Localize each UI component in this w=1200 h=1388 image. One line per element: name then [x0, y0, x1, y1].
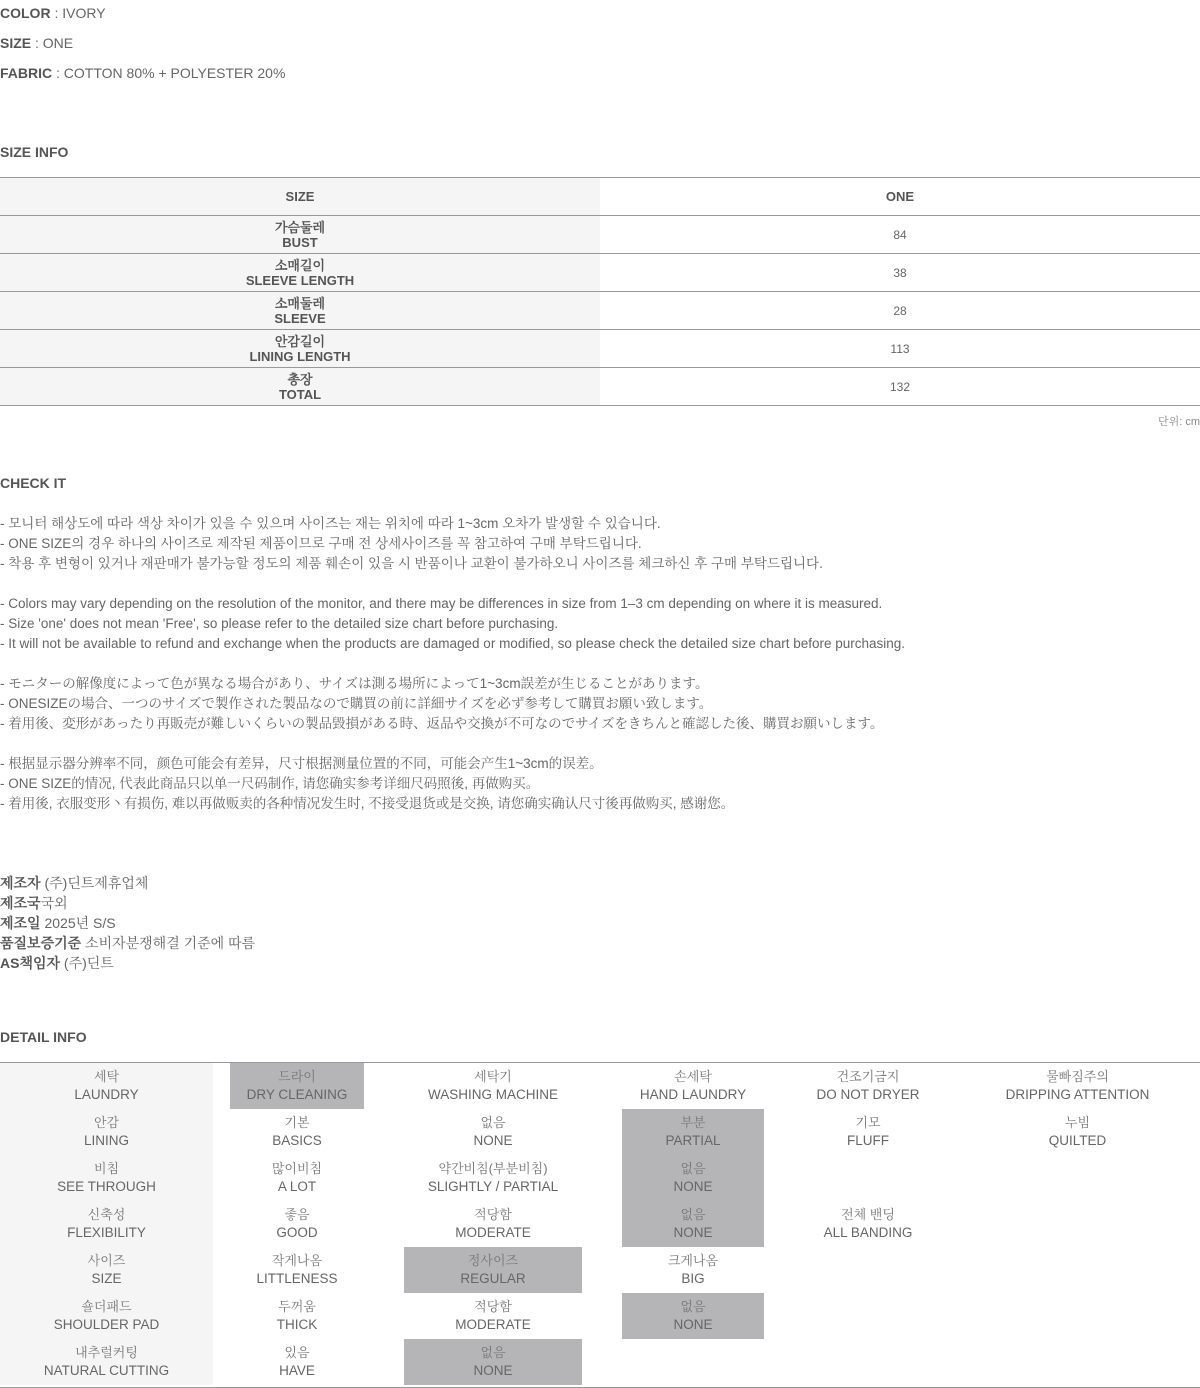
detail-row	[0, 1293, 1200, 1339]
detail-label-en: MODERATE	[455, 1225, 531, 1240]
detail-label-en: PARTIAL	[665, 1133, 721, 1148]
size-row-label-ko: 소매둘레	[274, 295, 326, 311]
detail-label-en: HAND LAUNDRY	[639, 1087, 747, 1102]
detail-option	[404, 1201, 582, 1247]
detail-label-ko: 없음	[480, 1345, 506, 1360]
size-row-value: 113	[600, 330, 1200, 368]
size-row-label-ko: 총장	[287, 371, 313, 387]
size-line	[0, 35, 73, 51]
detail-option	[404, 1155, 582, 1201]
detail-option	[622, 1247, 764, 1293]
detail-label-en: DRY CLEANING	[246, 1087, 348, 1102]
size-header-label: SIZE	[0, 178, 600, 216]
detail-option	[790, 1109, 946, 1155]
detail-category	[0, 1063, 213, 1109]
detail-label-en: WASHING MACHINE	[427, 1087, 558, 1102]
detail-category	[0, 1339, 213, 1385]
note-line: - モニターの解像度によって色が異なる場合があり、サイズは測る場所によって1~3cm誤差が生じることがあります。	[0, 676, 709, 691]
detail-label-ko: 세탁	[93, 1069, 120, 1084]
fabric-line	[0, 65, 285, 81]
detail-label-ko: 적당함	[474, 1299, 512, 1314]
size-table-row	[0, 330, 1200, 368]
manufacturer-value: (주)딘트제휴업체	[40, 875, 149, 891]
note-gap	[0, 734, 905, 754]
detail-label-ko: 내추럴커팅	[75, 1345, 138, 1360]
detail-info-grid	[0, 1062, 1200, 1388]
manufacturer-row	[0, 933, 255, 953]
detail-label-ko: 약간비침(부분비침)	[438, 1161, 548, 1176]
manufacturer-label: AS책임자	[0, 955, 61, 971]
detail-label-en: NONE	[673, 1179, 713, 1194]
detail-label-ko: 있음	[284, 1345, 310, 1360]
size-label: SIZE	[0, 35, 32, 51]
detail-label-en: SHOULDER PAD	[53, 1317, 160, 1332]
size-row-label	[0, 292, 600, 330]
manufacturer-value: 소비자분쟁해결 기준에 따름	[81, 935, 256, 951]
detail-label-en: ALL BANDING	[823, 1225, 913, 1240]
detail-label-en: NONE	[673, 1225, 713, 1240]
size-row-value: 132	[600, 368, 1200, 406]
check-it-title: CHECK IT	[0, 475, 67, 491]
detail-option	[404, 1293, 582, 1339]
size-row-value: 28	[600, 292, 1200, 330]
detail-label-en: NATURAL CUTTING	[43, 1363, 170, 1378]
detail-label-ko: 많이비침	[271, 1161, 323, 1176]
detail-row	[0, 1155, 1200, 1201]
fabric-label: FABRIC	[0, 65, 53, 81]
fabric-value: : COTTON 80% + POLYESTER 20%	[52, 65, 286, 81]
size-row-label-ko: 가슴둘레	[274, 219, 326, 235]
manufacturer-row	[0, 873, 255, 893]
manufacturer-label: 제조국	[0, 895, 41, 911]
detail-row	[0, 1109, 1200, 1155]
detail-label-ko: 물빠짐주의	[1046, 1069, 1109, 1084]
detail-row	[0, 1063, 1200, 1109]
size-row-label	[0, 216, 600, 254]
manufacturer-row	[0, 953, 255, 973]
detail-label-en: THICK	[276, 1317, 318, 1332]
detail-label-ko: 두꺼움	[278, 1299, 316, 1314]
note-line: - 着用後, 衣服变形丶有损伤, 难以再做贩卖的各种情况发生时, 不接受退货或是交换, 请您确实确认尺寸後再做购买, 感谢您。	[0, 796, 735, 811]
detail-label-en: GOOD	[276, 1225, 318, 1240]
color-line	[0, 5, 106, 21]
size-table-row	[0, 292, 1200, 330]
detail-label-ko: 없음	[680, 1299, 706, 1314]
manufacturer-value: (주)딘트	[60, 955, 114, 971]
size-table-header-row	[0, 178, 1200, 216]
manufacturer-value: 국외	[40, 895, 68, 911]
detail-option-selected	[622, 1293, 764, 1339]
detail-category	[0, 1247, 213, 1293]
detail-label-en: SEE THROUGH	[57, 1179, 156, 1194]
detail-label-ko: 크게나옴	[667, 1253, 719, 1268]
detail-label-en: LITTLENESS	[256, 1271, 338, 1286]
detail-label-ko: 비침	[93, 1161, 120, 1176]
manufacturer-label: 제조일	[0, 915, 41, 931]
size-row-label-en: TOTAL	[278, 386, 322, 402]
detail-label-ko: 건조기금지	[836, 1069, 900, 1084]
detail-label-en: QUILTED	[1048, 1133, 1107, 1148]
detail-label-en: SLIGHTLY / PARTIAL	[427, 1179, 559, 1194]
detail-label-en: MODERATE	[455, 1317, 531, 1332]
detail-label-ko: 정사이즈	[467, 1253, 519, 1268]
detail-category	[0, 1109, 213, 1155]
detail-label-en: SIZE	[91, 1271, 122, 1286]
note-line: - 모니터 해상도에 따라 색상 차이가 있을 수 있으며 사이즈는 재는 위치에 따라 1~3cm 오차가 발생할 수 있습니다.	[0, 516, 661, 531]
color-label: COLOR	[0, 5, 51, 21]
size-row-value: 84	[600, 216, 1200, 254]
detail-option	[404, 1109, 582, 1155]
detail-option	[230, 1201, 364, 1247]
size-row-label-ko: 안감길이	[274, 333, 326, 349]
detail-option-selected	[622, 1155, 764, 1201]
manufacturer-value: 2025년 S/S	[40, 915, 116, 931]
size-value: : ONE	[31, 35, 74, 51]
detail-label-en: NONE	[473, 1363, 513, 1378]
size-table-row	[0, 254, 1200, 292]
detail-label-ko: 세탁기	[474, 1069, 512, 1084]
detail-label-en: REGULAR	[460, 1271, 526, 1286]
detail-option-selected	[404, 1247, 582, 1293]
detail-label-en: FLUFF	[847, 1133, 889, 1148]
detail-info-title: DETAIL INFO	[0, 1029, 87, 1045]
detail-label-ko: 기모	[855, 1115, 881, 1130]
detail-label-ko: 없음	[680, 1161, 706, 1176]
note-line: - 根据显示器分辨率不同，颜色可能会有差异，尺寸根据测量位置的不同，可能会产生1~3cm的误差。	[0, 756, 603, 771]
detail-option	[404, 1063, 582, 1109]
detail-label-en: NONE	[673, 1317, 713, 1332]
detail-label-ko: 없음	[680, 1207, 706, 1222]
detail-option-selected	[622, 1109, 764, 1155]
size-row-label-en: SLEEVE	[274, 310, 326, 326]
detail-option	[790, 1063, 946, 1109]
size-row-label	[0, 254, 600, 292]
detail-option	[230, 1155, 364, 1201]
detail-option	[975, 1063, 1180, 1109]
detail-label-ko: 적당함	[474, 1207, 512, 1222]
detail-row	[0, 1247, 1200, 1293]
detail-label-en: LAUNDRY	[74, 1087, 139, 1102]
detail-label-en: LINING	[83, 1133, 129, 1148]
detail-label-ko: 작게나옴	[271, 1253, 323, 1268]
size-row-label-en: SLEEVE LENGTH	[245, 272, 355, 288]
manufacturer-label: 제조자	[0, 875, 41, 891]
detail-label-ko: 누빔	[1064, 1115, 1091, 1130]
detail-option	[230, 1293, 364, 1339]
note-line: - It will not be available to refund and exchange when the products are damaged or modified, so please check the detailed size chart before purchasing.	[0, 636, 906, 651]
detail-label-ko: 기본	[284, 1115, 310, 1130]
size-info-title: SIZE INFO	[0, 144, 69, 160]
note-line: - 착용 후 변형이 있거나 재판매가 불가능할 정도의 제품 훼손이 있을 시 반품이나 교환이 불가하오니 사이즈를 체크하신 후 구매 부탁드립니다.	[0, 556, 823, 571]
detail-label-en: BIG	[681, 1271, 705, 1286]
size-row-label	[0, 330, 600, 368]
note-line: - ONESIZEの場合、一つのサイズで製作された製品なので購買の前に詳細サイズを必ず参考して購買お願い致します。	[0, 696, 713, 711]
detail-option	[975, 1109, 1180, 1155]
detail-label-en: FLEXIBILITY	[67, 1225, 146, 1240]
note-line: - Size 'one' does not mean 'Free', so please refer to the detailed size chart before purchasing.	[0, 616, 559, 631]
detail-label-en: HAVE	[279, 1363, 315, 1378]
detail-option	[230, 1109, 364, 1155]
note-line: - ONE SIZE의 경우 하나의 사이즈로 제작된 제품이므로 구매 전 상세사이즈를 꼭 참고하여 구매 부탁드립니다.	[0, 536, 642, 551]
detail-label-en: BASICS	[272, 1133, 322, 1148]
detail-category	[0, 1201, 213, 1247]
detail-option	[230, 1247, 364, 1293]
detail-label-ko: 드라이	[278, 1069, 316, 1084]
note-line: - ONE SIZE的情况, 代表此商品只以单一尺码制作, 请您确实参考详细尺码照後, 再做购买。	[0, 776, 540, 791]
detail-label-ko: 숄더패드	[81, 1299, 132, 1314]
detail-label-en: DO NOT DRYER	[816, 1087, 920, 1102]
size-row-label-ko: 소매길이	[274, 257, 326, 273]
detail-option	[790, 1201, 946, 1247]
detail-category	[0, 1155, 213, 1201]
detail-label-ko: 신축성	[87, 1207, 126, 1222]
detail-option-selected	[230, 1063, 364, 1109]
size-table-row	[0, 368, 1200, 406]
detail-label-ko: 전체 밴딩	[841, 1207, 895, 1222]
manufacturer-row	[0, 913, 255, 933]
size-row-label-en: BUST	[282, 234, 318, 250]
size-unit: 단위: cm	[1157, 416, 1200, 428]
detail-label-en: A LOT	[277, 1179, 317, 1194]
detail-label-ko: 부분	[680, 1115, 706, 1130]
detail-label-ko: 없음	[480, 1115, 506, 1130]
note-line: - 着用後、変形があったり再販売が難しいくらいの製品毀損がある時、返品や交換が不可なのでサイズをきちんと確認した後、購買お願いします。	[0, 716, 884, 731]
detail-label-ko: 사이즈	[87, 1253, 126, 1268]
detail-label-ko: 안감	[93, 1115, 120, 1130]
detail-option-selected	[622, 1201, 764, 1247]
detail-row	[0, 1201, 1200, 1247]
color-value: : IVORY	[50, 5, 106, 21]
detail-option	[230, 1339, 364, 1385]
note-gap	[0, 574, 905, 594]
detail-label-en: DRIPPING ATTENTION	[1005, 1087, 1150, 1102]
detail-option-selected	[404, 1339, 582, 1385]
detail-label-en: NONE	[473, 1133, 513, 1148]
manufacturer-label: 품질보증기준	[0, 935, 82, 951]
size-row-label-en: LINING LENGTH	[249, 348, 351, 364]
check-it-notes	[0, 514, 905, 814]
detail-label-ko: 좋음	[284, 1207, 310, 1222]
detail-label-ko: 손세탁	[674, 1069, 712, 1084]
size-header-value: ONE	[600, 178, 1200, 216]
size-row-label	[0, 368, 600, 406]
detail-category	[0, 1293, 213, 1339]
note-line: - Colors may vary depending on the resolution of the monitor, and there may be differences in size from 1–3 cm depending on where it is measured.	[0, 596, 883, 611]
size-row-value: 38	[600, 254, 1200, 292]
manufacturer-row	[0, 893, 255, 913]
size-table	[0, 177, 1200, 406]
detail-option	[622, 1063, 764, 1109]
detail-row	[0, 1339, 1200, 1385]
manufacturer-info	[0, 873, 255, 973]
note-gap	[0, 654, 905, 674]
size-table-row	[0, 216, 1200, 254]
